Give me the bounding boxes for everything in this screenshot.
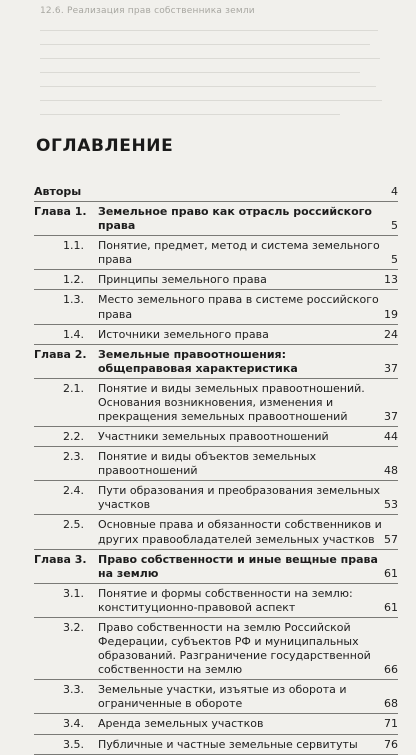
running-head: 12.6. Реализация прав собственника земли [40, 6, 255, 16]
toc-entry-page: 57 [384, 532, 398, 546]
toc-entry-page: 76 [384, 737, 398, 751]
toc-entry-title: Понятие, предмет, метод и система земельного права [98, 239, 380, 267]
toc-entry-title: Право собственности и иные вещные права на землю [98, 552, 378, 580]
toc-entry-page: 19 [384, 307, 398, 321]
toc-entry-title: Пути образования и преобразования земельных участков [98, 484, 380, 512]
page-title: ОГЛАВЛЕНИЕ [36, 136, 174, 156]
toc-entry-title: Понятие и формы собственности на землю: конституционно-правовой аспект [98, 586, 353, 614]
toc-entry-title: Источники земельного права [98, 327, 269, 341]
toc-entry-number: 3.3. [63, 683, 84, 697]
toc-section-row[interactable] [34, 515, 398, 549]
toc-entry-number: 2.3. [63, 450, 84, 464]
toc-entry-number: 3.4. [63, 717, 84, 731]
toc-entry-page: 66 [384, 663, 398, 677]
toc-entry-page: 68 [384, 697, 398, 711]
toc-entry-page: 37 [384, 410, 398, 424]
toc-chapter-row[interactable] [34, 202, 398, 236]
toc-section-row[interactable] [34, 290, 398, 324]
toc-entry-page: 5 [391, 253, 398, 267]
toc-section-row[interactable] [34, 714, 398, 734]
toc-entry-number: Авторы [34, 185, 82, 198]
toc-entry-page: 61 [384, 600, 398, 614]
toc-section-row[interactable] [34, 584, 398, 618]
toc-chapter-row[interactable] [34, 550, 398, 584]
table-of-contents [34, 182, 398, 755]
toc-chapter-row[interactable] [34, 182, 398, 202]
toc-entry-title: Участники земельных правоотношений [98, 430, 329, 444]
toc-entry-page: 48 [384, 464, 398, 478]
toc-section-row[interactable] [34, 618, 398, 680]
toc-section-row[interactable] [34, 325, 398, 345]
toc-section-row[interactable] [34, 735, 398, 755]
bleed-through-text [0, 0, 416, 140]
toc-entry-page: 13 [384, 273, 398, 287]
toc-entry-number: 3.2. [63, 620, 84, 634]
toc-section-row[interactable] [34, 270, 398, 290]
toc-entry-page: 44 [384, 430, 398, 444]
toc-entry-number: 1.1. [63, 239, 84, 253]
toc-entry-title: Аренда земельных участков [98, 717, 264, 731]
toc-entry-number: 2.2. [63, 430, 84, 444]
toc-entry-page: 4 [391, 185, 398, 198]
toc-entry-number: 2.1. [63, 381, 84, 395]
toc-entry-number: Глава 2. [34, 347, 87, 361]
toc-entry-number: 2.4. [63, 484, 84, 498]
toc-entry-title: Место земельного права в системе российского права [98, 293, 379, 321]
toc-entry-page: 61 [384, 566, 398, 580]
toc-entry-number: 2.5. [63, 518, 84, 532]
toc-entry-title: Право собственности на землю Российской Федерации, субъектов РФ и муниципальных образований. Разграничение государственной собственности на землю [98, 620, 371, 677]
toc-entry-title: Публичные и частные земельные сервитуты [98, 737, 358, 751]
toc-section-row[interactable] [34, 236, 398, 270]
toc-entry-title: Земельные участки, изъятые из оборота и ограниченные в обороте [98, 683, 347, 711]
toc-section-row[interactable] [34, 680, 398, 714]
toc-entry-title: Земельное право как отрасль российского права [98, 205, 372, 233]
toc-entry-number: Глава 1. [34, 205, 87, 219]
toc-section-row[interactable] [34, 427, 398, 447]
toc-entry-page: 53 [384, 498, 398, 512]
toc-chapter-row[interactable] [34, 345, 398, 379]
toc-entry-title: Принципы земельного права [98, 273, 267, 287]
toc-section-row[interactable] [34, 447, 398, 481]
toc-entry-title: Земельные правоотношения: общеправовая характеристика [98, 347, 298, 375]
toc-entry-title: Основные права и обязанности собственников и других правообладателей земельных участков [98, 518, 382, 546]
toc-entry-number: 1.3. [63, 293, 84, 307]
toc-entry-page: 24 [384, 327, 398, 341]
toc-entry-title: Понятие и виды земельных правоотношений. Основания возникновения, изменения и прекращения земельных правоотношений [98, 381, 365, 424]
toc-entry-number: 3.1. [63, 586, 84, 600]
toc-entry-page: 5 [391, 219, 398, 233]
toc-section-row[interactable] [34, 481, 398, 515]
toc-entry-number: 1.4. [63, 327, 84, 341]
toc-entry-number: 3.5. [63, 737, 84, 751]
toc-entry-number: Глава 3. [34, 552, 87, 566]
toc-entry-title: Понятие и виды объектов земельных правоотношений [98, 450, 317, 478]
toc-entry-page: 71 [384, 717, 398, 731]
toc-entry-page: 37 [384, 361, 398, 375]
toc-section-row[interactable] [34, 379, 398, 427]
toc-entry-number: 1.2. [63, 273, 84, 287]
